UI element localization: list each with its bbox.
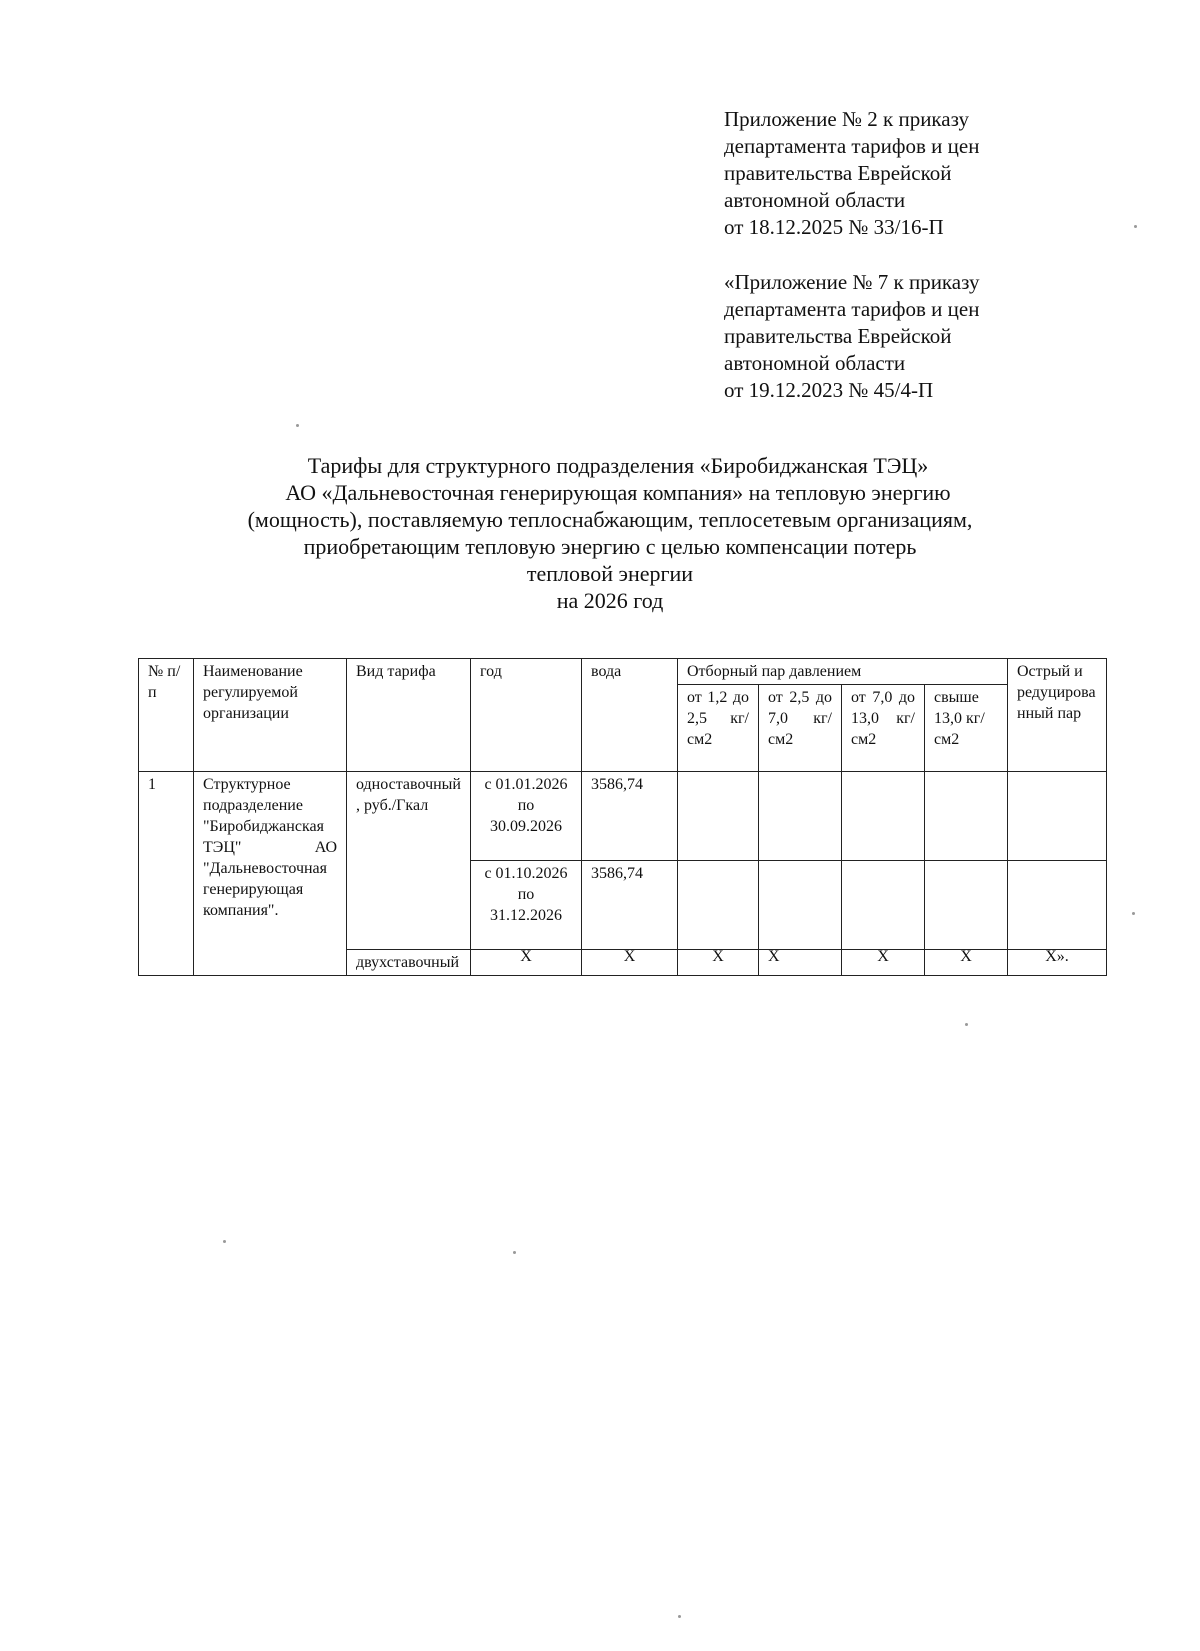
header-year: год	[471, 659, 582, 772]
row-num: 1	[139, 772, 194, 976]
appendix-reference-current	[724, 106, 1084, 241]
scan-speck	[965, 1023, 968, 1026]
empty-cell	[1008, 861, 1107, 950]
appendix-line: правительства Еврейской	[724, 161, 952, 185]
row-one-part-type: одноставочный, руб./Гкал	[347, 772, 471, 950]
row-period-1: с 01.01.2026 по 30.09.2026	[471, 772, 582, 861]
scan-speck	[1132, 912, 1135, 915]
header-sharp-steam: Острый и редуцированный пар	[1008, 659, 1107, 772]
header-tariff-type: Вид тарифа	[347, 659, 471, 772]
row-organization: Структурное подразделение "Биробиджанская ТЭЦ" АО "Дальневосточная генерирующая компания".	[194, 772, 347, 976]
tariff-table	[138, 658, 1107, 976]
title-line: на 2026 год	[556, 588, 664, 613]
header-steam-2: от 2,5 до 7,0 кг/см2	[759, 685, 842, 772]
header-water: вода	[582, 659, 678, 772]
scan-speck	[296, 424, 299, 427]
scan-speck	[223, 1240, 226, 1243]
appendix-line: департамента тарифов и цен	[724, 134, 980, 158]
appendix-line: «Приложение № 7 к приказу	[724, 270, 980, 294]
title-line: тепловой энергии	[526, 561, 694, 586]
x-mark-closing: X».	[1008, 950, 1107, 976]
appendix-line: от 19.12.2023 № 45/4-П	[724, 378, 934, 402]
x-mark: X	[678, 950, 759, 976]
appendix-line: от 18.12.2025 № 33/16-П	[724, 215, 944, 239]
scan-speck	[513, 1251, 516, 1254]
x-mark: X	[582, 950, 678, 976]
scan-speck	[1134, 225, 1137, 228]
title-line: АО «Дальневосточная генерирующая компания» на тепловую энергию	[285, 480, 951, 505]
row-two-part-type: двухставочный	[347, 950, 471, 976]
empty-cell	[925, 861, 1008, 950]
row-period-2-water: 3586,74	[582, 861, 678, 950]
x-mark: X	[759, 950, 842, 976]
appendix-line: правительства Еврейской	[724, 324, 952, 348]
empty-cell	[842, 772, 925, 861]
scan-speck	[678, 1615, 681, 1618]
header-num: № п/п	[139, 659, 194, 772]
appendix-line: Приложение № 2 к приказу	[724, 107, 969, 131]
title-line: приобретающим тепловую энергию с целью компенсации потерь	[303, 534, 917, 559]
empty-cell	[1008, 772, 1107, 861]
empty-cell	[925, 772, 1008, 861]
x-mark: X	[842, 950, 925, 976]
empty-cell	[759, 772, 842, 861]
row-period-2: с 01.10.2026 по 31.12.2026	[471, 861, 582, 950]
appendix-reference-amended	[724, 269, 1084, 404]
empty-cell	[842, 861, 925, 950]
title-line: (мощность), поставляемую теплоснабжающим, теплосетевым организациям,	[247, 507, 973, 532]
title-line: Тарифы для структурного подразделения «Биробиджанская ТЭЦ»	[307, 453, 929, 478]
header-organization: Наименование регулируемой организации	[194, 659, 347, 772]
x-mark: X	[925, 950, 1008, 976]
header-steam-group: Отборный пар давлением	[678, 659, 1008, 685]
header-steam-4: свыше 13,0 кг/см2	[925, 685, 1008, 772]
empty-cell	[678, 861, 759, 950]
table-row	[139, 772, 1107, 861]
empty-cell	[759, 861, 842, 950]
document-title	[150, 452, 1070, 614]
header-steam-1: от 1,2 до 2,5 кг/см2	[678, 685, 759, 772]
appendix-line: автономной области	[724, 188, 906, 212]
x-mark: X	[471, 950, 582, 976]
header-steam-3: от 7,0 до 13,0 кг/см2	[842, 685, 925, 772]
table-header-row	[139, 659, 1107, 685]
appendix-line: департамента тарифов и цен	[724, 297, 980, 321]
row-period-1-water: 3586,74	[582, 772, 678, 861]
empty-cell	[678, 772, 759, 861]
appendix-line: автономной области	[724, 351, 906, 375]
